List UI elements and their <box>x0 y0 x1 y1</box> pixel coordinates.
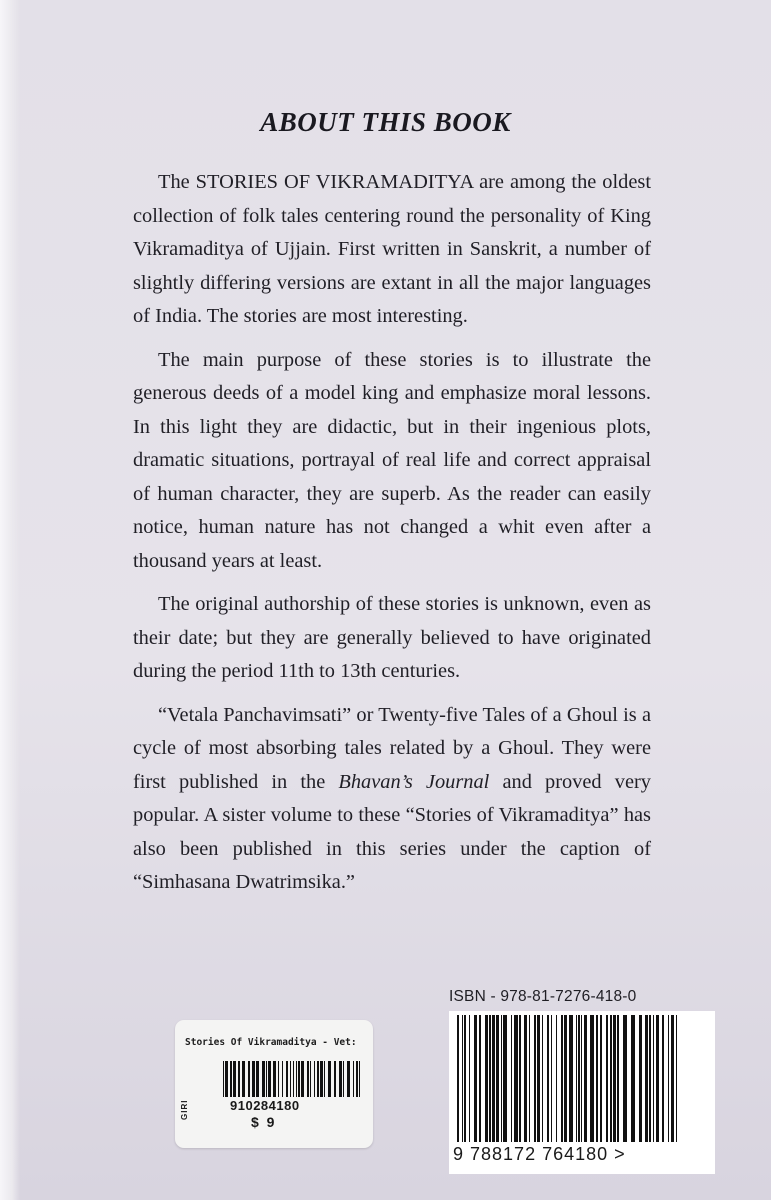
paragraph-4-end: and proved very popular. A sister volume to these “Stories of Vikramaditya” has also been published in this series under the caption of “Simhasana Dwatrimsika.” <box>133 770 651 893</box>
journal-title: Bhavan’s Journal <box>338 770 490 793</box>
blurb-paragraph-3: The original authorship of these stories is unknown, even as their date; but they are generally believed to have originated during the period 11th to 13th centuries. <box>133 593 651 682</box>
isbn-barcode <box>449 1011 715 1174</box>
sticker-price: $ 9 <box>251 1114 275 1130</box>
sticker-barcode-bars <box>223 1061 363 1097</box>
sticker-side-text: GIRI <box>180 1099 189 1120</box>
paragraph-4-start: “Vetala Panchavimsati” or Twenty-five Tales of a Ghoul is a cycle of most absorbing tales related by a Ghoul. They were first published in the <box>133 703 651 793</box>
isbn-barcode-digits: 9 788172 764180 > <box>453 1144 626 1164</box>
price-sticker <box>175 1020 373 1148</box>
sticker-title: Stories Of Vikramaditya - Vet: <box>185 1037 357 1048</box>
barcode-stripe <box>676 1015 677 1142</box>
blurb-paragraph-2: The main purpose of these stories is to illustrate the generous deeds of a model king and emphasize moral lessons. In this light they are didactic, but in their ingenious plots, dramatic situations, portrayal of real life and correct appraisal of human character, they are superb. As the reader can easily notice, human nature has not changed a whit even after a thousand years at least. <box>133 348 651 572</box>
isbn-barcode-bars <box>457 1015 707 1142</box>
about-heading: ABOUT THIS BOOK <box>260 107 511 137</box>
sticker-code: 910284180 <box>230 1098 300 1113</box>
blurb-paragraph-4 <box>133 699 651 900</box>
blurb-text <box>133 166 651 910</box>
barcode-stripe <box>360 1061 362 1097</box>
blurb-paragraph-1: The STORIES OF VIKRAMADITYA are among the oldest collection of folk tales centering round the personality of King Vikramaditya of Ujjain. First written in Sanskrit, a number of slightly differing versions are extant in all the major languages of India. The stories are most interesting. <box>133 171 651 327</box>
cover-left-edge <box>0 0 20 1200</box>
isbn-label: ISBN - 978-81-7276-418-0 <box>449 988 637 1005</box>
